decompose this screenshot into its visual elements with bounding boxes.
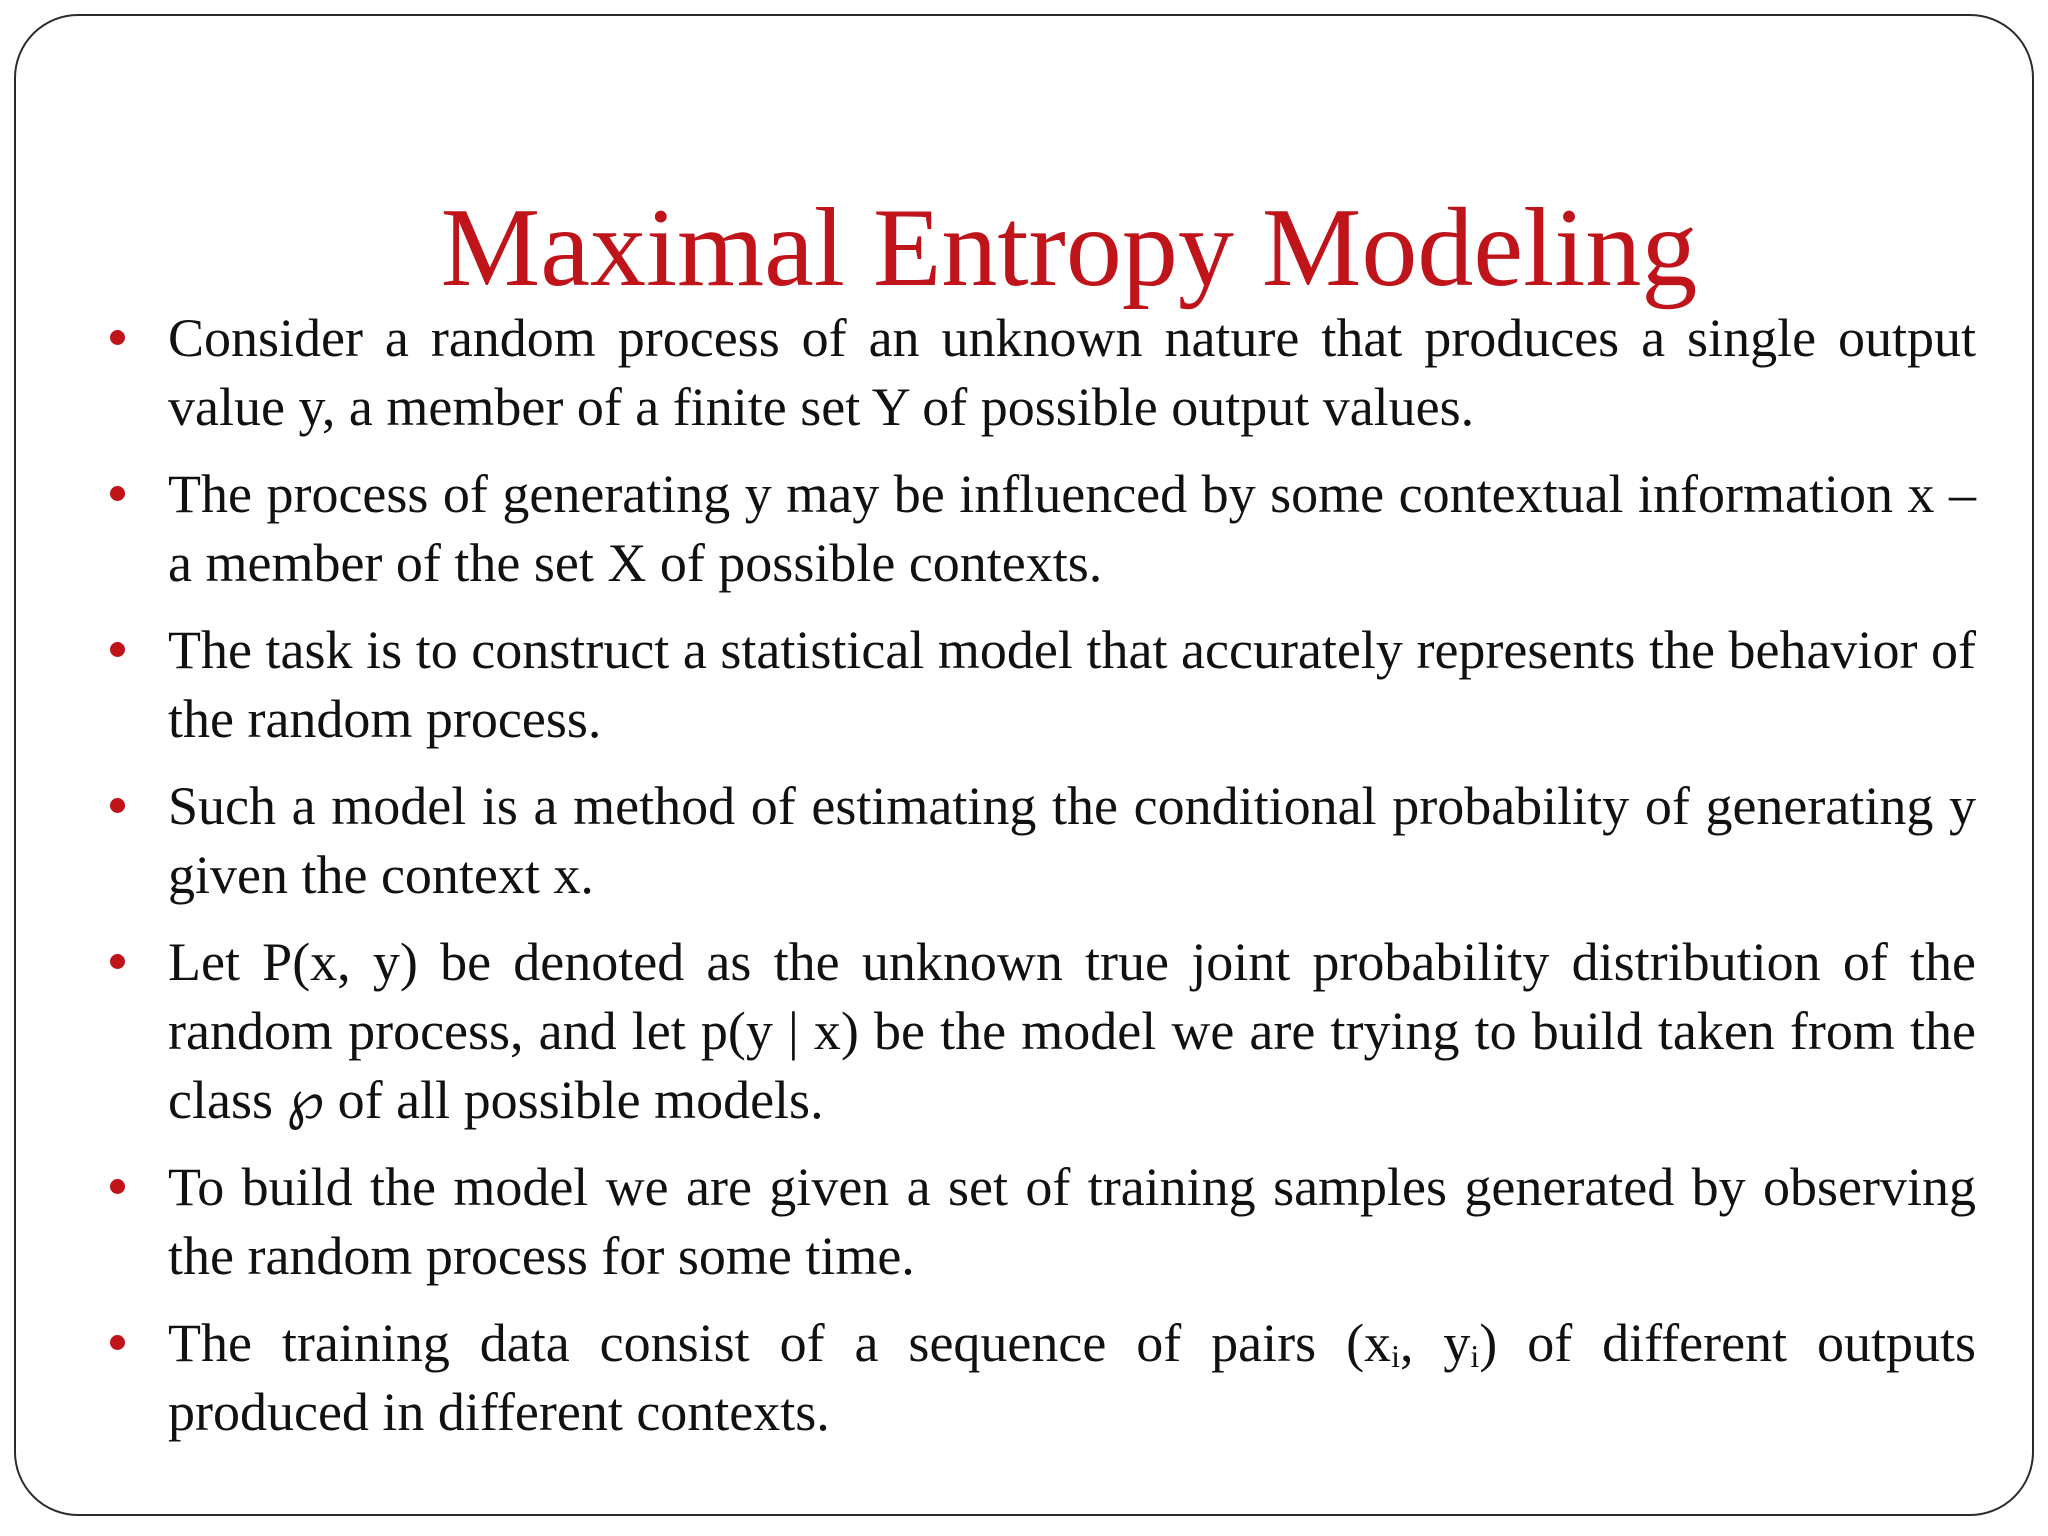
bullet-text: Consider a random process of an unknown nature that produces a single output value y, a member of a finite set Y of possible output values. bbox=[168, 308, 1976, 437]
bullet-dot-icon bbox=[110, 1335, 125, 1350]
bullet-dot-icon bbox=[110, 642, 125, 657]
bullet-text: The process of generating y may be influenced by some contextual information x – a member of the set X of possible contexts. bbox=[168, 464, 1976, 593]
bullet-item bbox=[106, 772, 1976, 910]
bullet-text: Such a model is a method of estimating the conditional probability of generating y given the context x. bbox=[168, 776, 1976, 905]
bullet-text-part: The training data consist of a sequence of pairs (x bbox=[168, 1313, 1392, 1373]
bullet-item bbox=[106, 1309, 1976, 1447]
bullet-item bbox=[106, 928, 1976, 1135]
bullet-item bbox=[106, 616, 1976, 754]
bullet-item bbox=[106, 1153, 1976, 1291]
bullet-text-part: ) of different outputs produced in different contexts. bbox=[168, 1313, 1976, 1442]
bullet-text: The task is to construct a statistical model that accurately represents the behavior of the random process. bbox=[168, 620, 1976, 749]
bullet-item bbox=[106, 460, 1976, 598]
bullet-dot-icon bbox=[110, 798, 125, 813]
bullet-dot-icon bbox=[110, 1179, 125, 1194]
bullet-text: Let P(x, y) be denoted as the unknown true joint probability distribution of the random process, and let p(y | x) be the model we are trying to build taken from the class ℘ of all possible models. bbox=[168, 932, 1976, 1130]
bullet-dot-icon bbox=[110, 486, 125, 501]
bullet-dot-icon bbox=[110, 330, 125, 345]
slide-frame bbox=[14, 14, 2034, 1516]
bullet-text-part: , y bbox=[1399, 1313, 1471, 1373]
slide-title: Maximal Entropy Modeling bbox=[440, 186, 1698, 311]
bullet-item bbox=[106, 304, 1976, 442]
subscript: i bbox=[1470, 1338, 1480, 1374]
bullet-list bbox=[106, 304, 1976, 1465]
bullet-dot-icon bbox=[110, 954, 125, 969]
subscript: i bbox=[1391, 1338, 1400, 1374]
bullet-text: To build the model we are given a set of training samples generated by observing the random process for some time. bbox=[168, 1157, 1976, 1286]
